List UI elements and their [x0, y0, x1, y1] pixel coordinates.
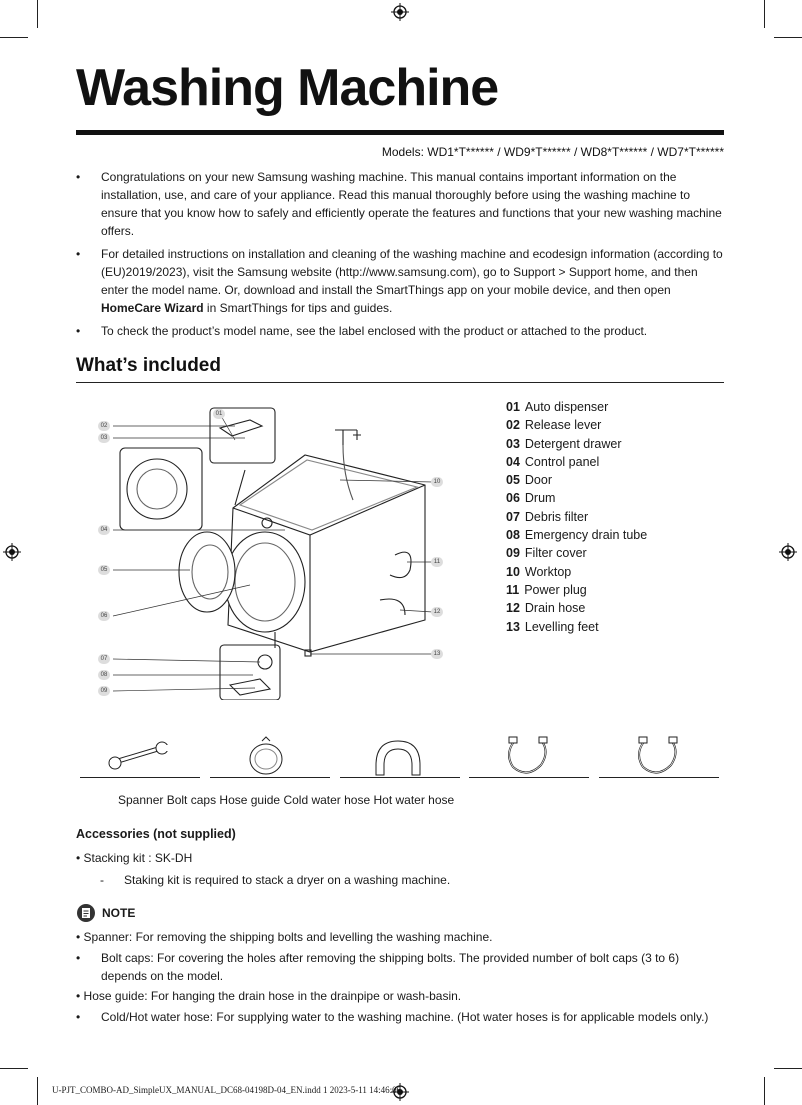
- accessory-rule: [80, 777, 200, 778]
- callout-08: 08: [98, 670, 110, 680]
- list-item: 11 Power plug: [506, 582, 587, 597]
- list-item: 03 Detergent drawer: [506, 436, 622, 451]
- callout-13: 13: [431, 649, 443, 659]
- list-item: 06 Drum: [506, 491, 556, 506]
- list-item: 12 Drain hose: [506, 601, 586, 616]
- callout-06: 06: [98, 611, 110, 621]
- crop-mark: [764, 0, 765, 28]
- section-rule: [76, 382, 724, 383]
- spanner-icon: [80, 735, 200, 779]
- callout-05: 05: [98, 565, 110, 575]
- print-footer: U-PJT_COMBO-AD_SimpleUX_MANUAL_DC68-04198D-04_EN.indd 1 2023-5-11 14:46:06: [52, 1085, 402, 1095]
- list-item: • Cold/Hot water hose: For supplying water to the washing machine. (Hot water hoses is for applicable models only.): [76, 1010, 709, 1024]
- list-item: 10 Worktop: [506, 564, 572, 579]
- callout-07: 07: [98, 654, 110, 664]
- hose-guide-icon: [340, 735, 460, 779]
- washing-machine-diagram: [95, 400, 455, 700]
- list-item: • Stacking kit : SK-DH: [76, 851, 193, 865]
- note-icon: [76, 903, 96, 923]
- accessory-caption: Spanner Bolt caps Hose guide Cold water hose Hot water hose: [118, 793, 455, 807]
- crop-mark: [764, 1077, 765, 1105]
- page-title: Washing Machine: [76, 59, 499, 117]
- homecare-wizard-label: HomeCare Wizard: [101, 301, 204, 315]
- model-list: Models: WD1*T****** / WD9*T****** / WD8*T****** / WD7*T******: [381, 145, 724, 159]
- accessory-rule: [599, 777, 719, 778]
- list-item: • Bolt caps: For covering the holes after removing the shipping bolts. The provided number of bolt caps (3 to 6) depends on the model.: [76, 951, 680, 983]
- list-item: 13 Levelling feet: [506, 619, 599, 634]
- list-item: 02 Release lever: [506, 418, 602, 433]
- accessory-rule: [210, 777, 330, 778]
- list-item: • Hose guide: For hanging the drain hose in the drainpipe or wash-basin.: [76, 989, 462, 1003]
- accessories-heading: Accessories (not supplied): [76, 827, 236, 841]
- crop-mark: [774, 37, 802, 38]
- list-item: 05 Door: [506, 473, 552, 488]
- list-item: - Staking kit is required to stack a dryer on a washing machine.: [100, 873, 451, 887]
- intro-bullet: • Congratulations on your new Samsung washing machine. This manual contains important information on the installation, use, and care of your appliance. Read this manual thoroughly before using the washing machine to ensure that you know how to safely and efficiently operate the features and functions that your new washing machine offers.: [76, 168, 726, 240]
- accessory-rule: [469, 777, 589, 778]
- list-item: • Spanner: For removing the shipping bolts and levelling the washing machine.: [76, 930, 493, 944]
- cold-water-hose-icon: [469, 735, 589, 779]
- callout-01: 01: [213, 409, 225, 419]
- title-rule: [76, 130, 724, 135]
- note-heading: NOTE: [76, 903, 135, 923]
- intro-bullet: • To check the product’s model name, see the label enclosed with the product or attached to the product.: [76, 322, 726, 340]
- callout-02: 02: [98, 421, 110, 431]
- callout-10: 10: [431, 477, 443, 487]
- crop-mark: [0, 37, 28, 38]
- accessory-rule: [340, 777, 460, 778]
- intro-bullet-list: [76, 168, 726, 345]
- registration-mark-icon: [391, 3, 409, 21]
- list-item: 04 Control panel: [506, 454, 600, 469]
- section-title: What’s included: [76, 355, 221, 376]
- callout-11: 11: [431, 557, 443, 567]
- callout-09: 09: [98, 686, 110, 696]
- parts-list: [506, 398, 647, 636]
- list-item: 07 Debris filter: [506, 509, 589, 524]
- list-item: 09 Filter cover: [506, 546, 587, 561]
- callout-12: 12: [431, 607, 443, 617]
- registration-mark-icon: [779, 543, 797, 561]
- list-item: 01 Auto dispenser: [506, 400, 609, 414]
- hot-water-hose-icon: [599, 735, 719, 779]
- crop-mark: [37, 0, 38, 28]
- intro-bullet: • For detailed instructions on installation and cleaning of the washing machine and ecodesign information (according to (EU)2019/2023), visit the Samsung website (http://www.samsung.com), go to Support > Support home, and then enter the model name. Or, download and install the SmartThings app on your mobile device, and then open HomeCare Wizard in SmartThings for tips and guides.: [76, 245, 726, 317]
- registration-mark-icon: [3, 543, 21, 561]
- crop-mark: [0, 1068, 28, 1069]
- crop-mark: [774, 1068, 802, 1069]
- bolt-cap-icon: [210, 735, 330, 779]
- list-item: 08 Emergency drain tube: [506, 528, 648, 543]
- callout-03: 03: [98, 433, 110, 443]
- callout-04: 04: [98, 525, 110, 535]
- crop-mark: [37, 1077, 38, 1105]
